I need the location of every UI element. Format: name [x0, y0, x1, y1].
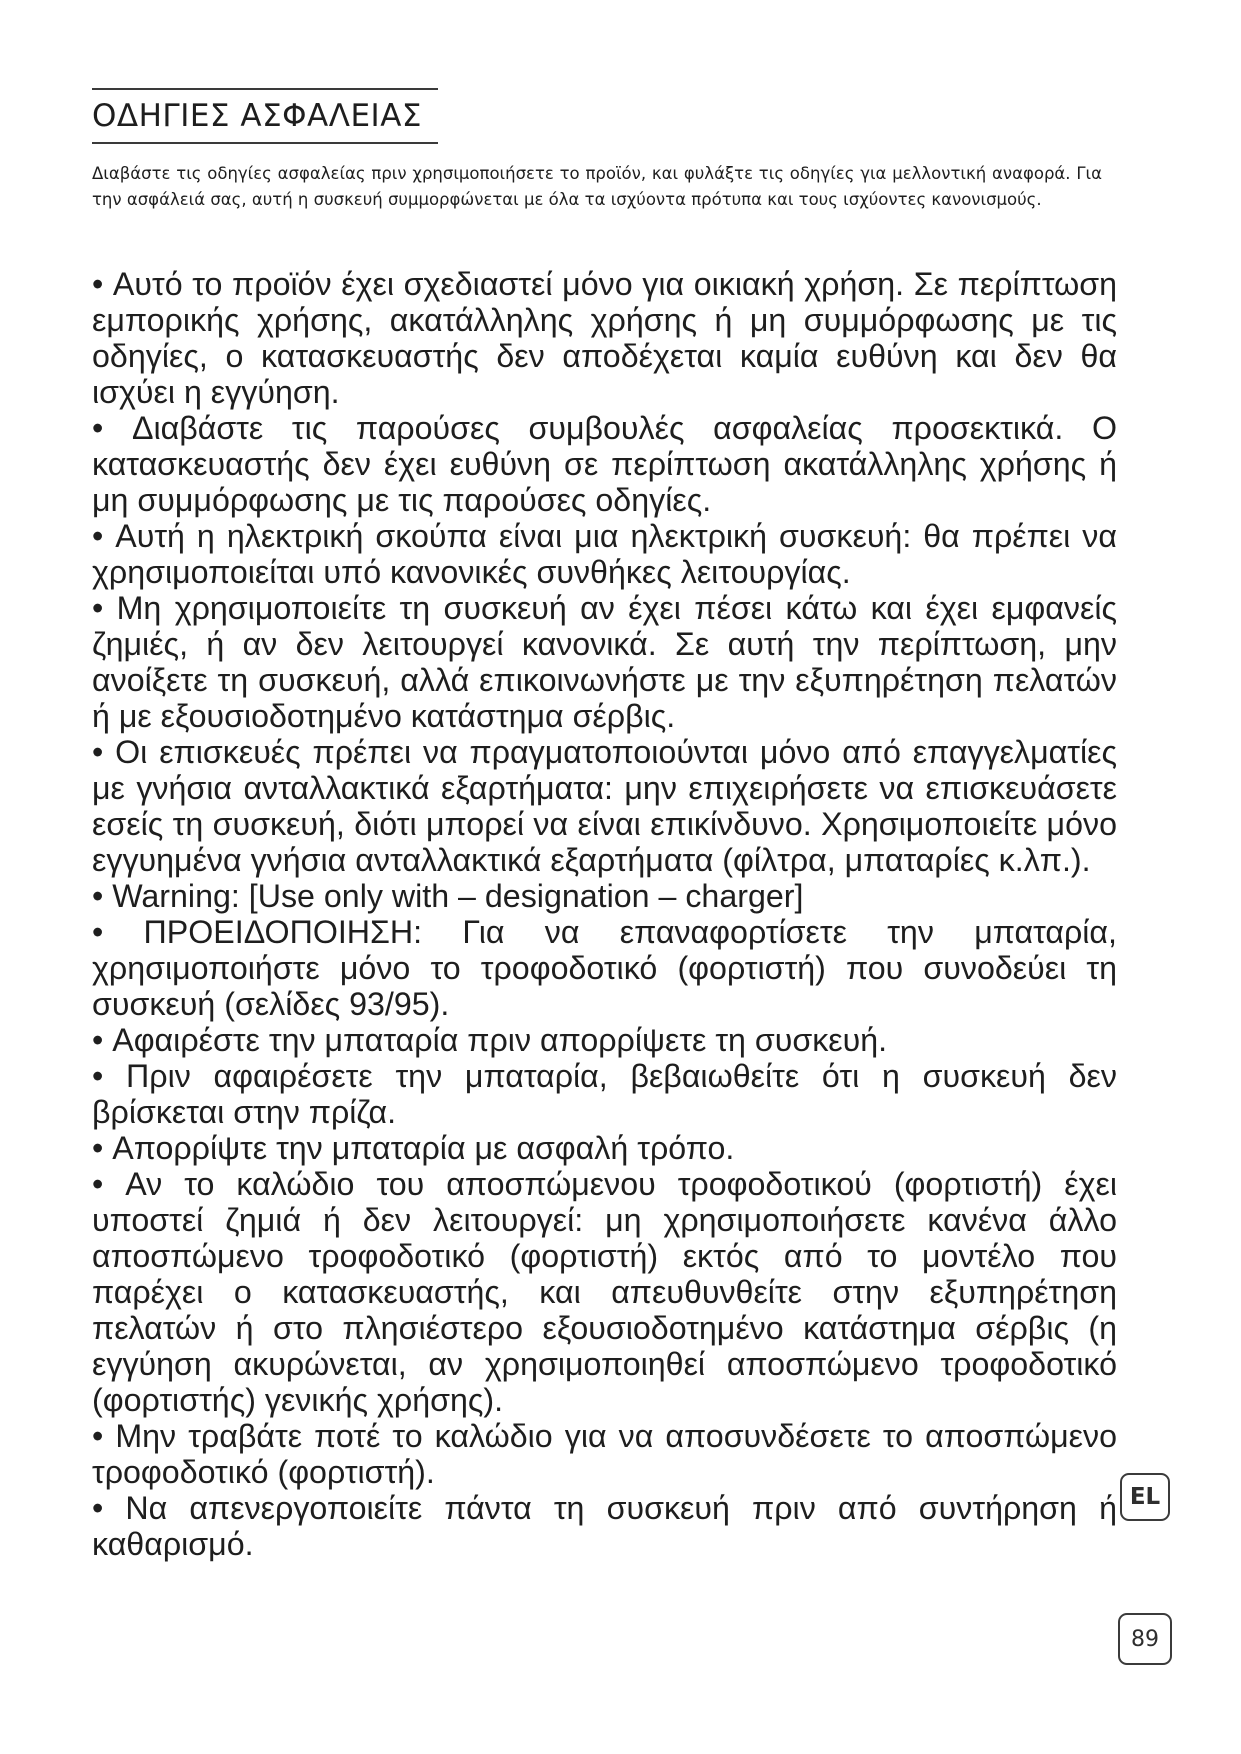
- list-item: • Οι επισκευές πρέπει να πραγματοποιούνται μόνο από επαγγελματίες με γνήσια ανταλλακτικά εξαρτήματα: μην επιχειρήσετε να επισκευάσετε εσείς τη συσκευή, διότι μπορεί να είναι επικίνδυνο. Χρησιμοποιείτε μόνο εγγυημένα γνήσια ανταλλακτικά εξαρτήματα (φίλτρα, μπαταρίες κ.λπ.).: [92, 734, 1117, 878]
- list-item: • Αν το καλώδιο του αποσπώμενου τροφοδοτικού (φορτιστή) έχει υποστεί ζημιά ή δεν λειτουργεί: μη χρησιμοποιήσετε κανένα άλλο αποσπώμενο τροφοδοτικό (φορτιστή) εκτός από το μοντέλο που παρέχει ο κατασκευαστής, και απευθυνθείτε στην εξυπηρέτηση πελατών ή στο πλησιέστερο εξουσιοδοτημένο κατάστημα σέρβις (η εγγύηση ακυρώνεται, αν χρησιμοποιηθεί αποσπώμενο τροφοδοτικό (φορτιστής) γενικής χρήσης).: [92, 1166, 1117, 1418]
- list-item: • ΠΡΟΕΙΔΟΠΟΙΗΣΗ: Για να επαναφορτίσετε την μπαταρία, χρησιμοποιήστε μόνο το τροφοδοτικό (φορτιστή) που συνοδεύει τη συσκευή (σελίδες 93/95).: [92, 914, 1117, 1022]
- list-item: • Να απενεργοποιείτε πάντα τη συσκευή πριν από συντήρηση ή καθαρισμό.: [92, 1490, 1117, 1562]
- list-item: • Πριν αφαιρέσετε την μπαταρία, βεβαιωθείτε ότι η συσκευή δεν βρίσκεται στην πρίζα.: [92, 1058, 1117, 1130]
- intro-paragraph: Διαβάστε τις οδηγίες ασφαλείας πριν χρησιμοποιήσετε το προϊόν, και φυλάξτε τις οδηγίες για μελλοντική αναφορά. Για την ασφάλειά σας, αυτή η συσκευή συμμορφώνεται με όλα τα ισχύοντα πρότυπα και τους ισχύοντες κανονισμούς.: [92, 164, 1102, 209]
- list-item: • Διαβάστε τις παρούσες συμβουλές ασφαλείας προσεκτικά. Ο κατασκευαστής δεν έχει ευθύνη σε περίπτωση ακατάλληλης χρήσης ή μη συμμόρφωσης με τις παρούσες οδηγίες.: [92, 410, 1117, 518]
- page-title: ΟΔΗΓΙΕΣ ΑΣΦΑΛΕΙΑΣ: [92, 98, 422, 134]
- top-rule: [92, 88, 438, 90]
- list-item: • Αφαιρέστε την μπαταρία πριν απορρίψετε τη συσκευή.: [92, 1022, 1117, 1058]
- list-item: • Μη χρησιμοποιείτε τη συσκευή αν έχει πέσει κάτω και έχει εμφανείς ζημιές, ή αν δεν λειτουργεί κανονικά. Σε αυτή την περίπτωση, μην ανοίξετε τη συσκευή, αλλά επικοινωνήστε με την εξυπηρέτηση πελατών ή με εξουσιοδοτημένο κατάστημα σέρβις.: [92, 590, 1117, 734]
- language-tab: EL: [1120, 1473, 1170, 1521]
- section-header: [92, 88, 438, 144]
- safety-instructions-list: [92, 266, 1117, 1562]
- list-item: • Απορρίψτε την μπαταρία με ασφαλή τρόπο.: [92, 1130, 1117, 1166]
- page-number: 89: [1118, 1613, 1172, 1665]
- list-item: • Αυτό το προϊόν έχει σχεδιαστεί μόνο για οικιακή χρήση. Σε περίπτωση εμπορικής χρήσης, ακατάλληλης χρήσης ή μη συμμόρφωσης με τις οδηγίες, ο κατασκευαστής δεν αποδέχεται καμία ευθύνη και δεν θα ισχύει η εγγύηση.: [92, 266, 1117, 410]
- bottom-rule: [92, 142, 438, 144]
- list-item: • Warning: [Use only with – designation – charger]: [92, 878, 1117, 914]
- list-item: • Αυτή η ηλεκτρική σκούπα είναι μια ηλεκτρική συσκευή: θα πρέπει να χρησιμοποιείται υπό κανονικές συνθήκες λειτουργίας.: [92, 518, 1117, 590]
- list-item: • Μην τραβάτε ποτέ το καλώδιο για να αποσυνδέσετε το αποσπώμενο τροφοδοτικό (φορτιστή).: [92, 1418, 1117, 1490]
